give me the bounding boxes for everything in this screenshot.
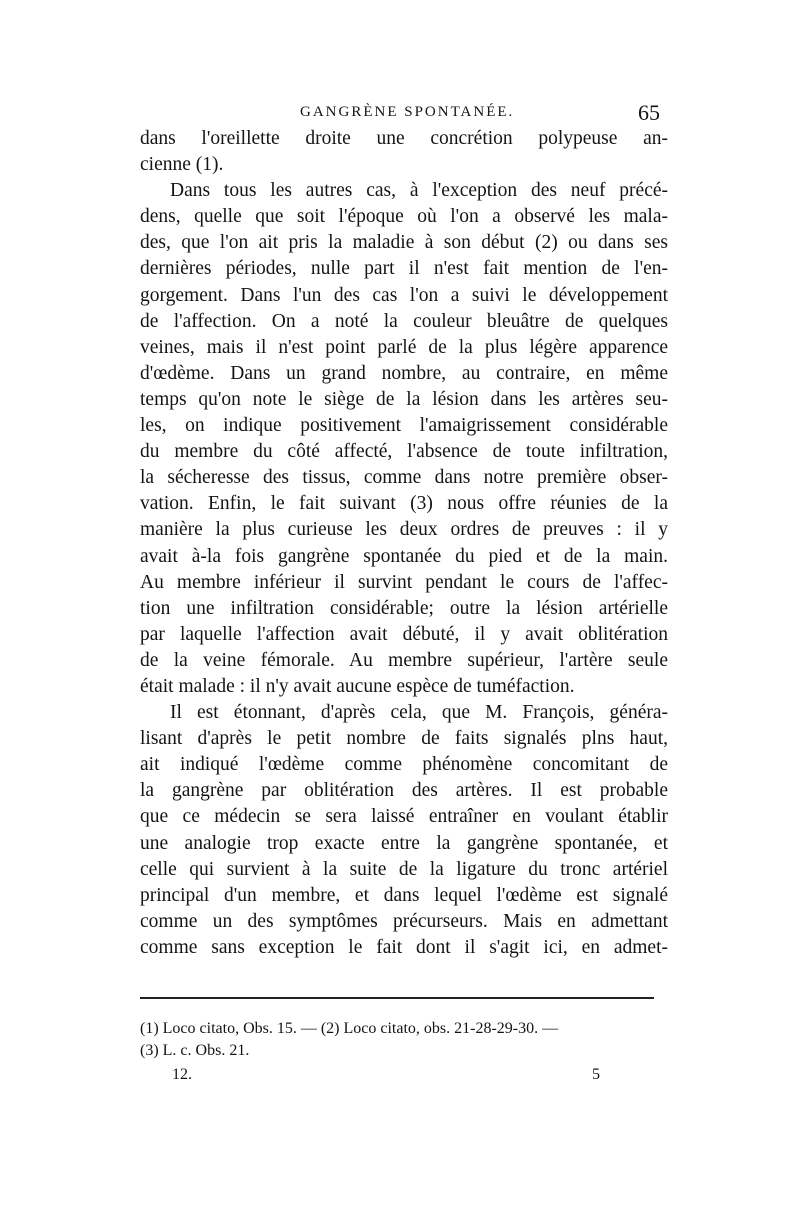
text-line: gorgement. Dans l'un des cas l'on a suivi le développement (140, 284, 668, 306)
text-line: veines, mais il n'est point parlé de la plus légère apparence (140, 336, 668, 358)
text-line: tion une infiltration considérable; outre la lésion artérielle (140, 597, 668, 619)
text-line: temps qu'on note le siège de la lésion dans les artères seu- (140, 388, 668, 410)
signature-mark-right: 5 (592, 1066, 600, 1083)
text-line: dans l'oreillette droite une concrétion polypeuse an- (140, 128, 668, 149)
text-line: ait indiqué l'œdème comme phénomène concomitant de (140, 754, 668, 776)
text-line: était malade : il n'y avait aucune espèce de tuméfaction. (140, 675, 575, 697)
text-line: lisant d'après le petit nombre de faits signalés plns haut, (140, 728, 668, 750)
text-line: comme sans exception le fait dont il s'agit ici, en admet- (140, 936, 668, 958)
page-number: 65 (638, 100, 660, 125)
text-line: que ce médecin se sera laissé entraîner en voulant établir (140, 806, 668, 828)
text-line: dens, quelle que soit l'époque où l'on a observé les mala- (140, 206, 668, 228)
footnotes (140, 1018, 668, 1062)
text-line: la gangrène par oblitération des artères. Il est probable (140, 780, 668, 802)
text-line: vation. Enfin, le fait suivant (3) nous offre réunies de la (140, 493, 668, 515)
footnote-line: (1) Loco citato, Obs. 15. — (2) Loco citato, obs. 21-28-29-30. — (140, 1020, 559, 1037)
text-line: par laquelle l'affection avait débuté, il y avait oblitération (140, 623, 668, 645)
text-line: Dans tous les autres cas, à l'exception des neuf précé- (170, 180, 668, 202)
text-line: dernières périodes, nulle part il n'est fait mention de l'en- (140, 258, 668, 280)
text-line: la sécheresse des tissus, comme dans notre première obser- (140, 467, 668, 489)
footnote-divider (140, 997, 654, 999)
text-line: du membre du côté affecté, l'absence de toute infiltration, (140, 441, 668, 463)
text-line: de la veine fémorale. Au membre supérieur, l'artère seule (140, 649, 668, 671)
text-line: manière la plus curieuse les deux ordres de preuves : il y (140, 519, 668, 541)
text-line: principal d'un membre, et dans lequel l'œdème est signalé (140, 884, 668, 906)
signature-marks (140, 1066, 660, 1090)
text-line: d'œdème. Dans un grand nombre, au contraire, en même (140, 362, 668, 384)
body-text (140, 126, 668, 961)
text-line: Il est étonnant, d'après cela, que M. François, généra- (170, 702, 668, 724)
text-line: avait à-la fois gangrène spontanée du pied et de la main. (140, 545, 668, 567)
text-line: de l'affection. On a noté la couleur bleuâtre de quelques (140, 310, 668, 332)
footnote-line: (3) L. c. Obs. 21. (140, 1042, 250, 1059)
text-line: des, que l'on ait pris la maladie à son début (2) ou dans ses (140, 232, 668, 254)
text-line: celle qui survient à la suite de la ligature du tronc artériel (140, 858, 668, 880)
text-line: cienne (1). (140, 154, 224, 176)
running-head: GANGRÈNE SPONTANÉE. (300, 104, 515, 120)
text-line: Au membre inférieur il survint pendant le cours de l'affec- (140, 571, 668, 593)
text-line: comme un des symptômes précurseurs. Mais en admettant (140, 910, 668, 932)
text-line: les, on indique positivement l'amaigrissement considérable (140, 415, 668, 437)
text-line: une analogie trop exacte entre la gangrène spontanée, et (140, 832, 668, 854)
signature-mark-left: 12. (172, 1066, 192, 1083)
